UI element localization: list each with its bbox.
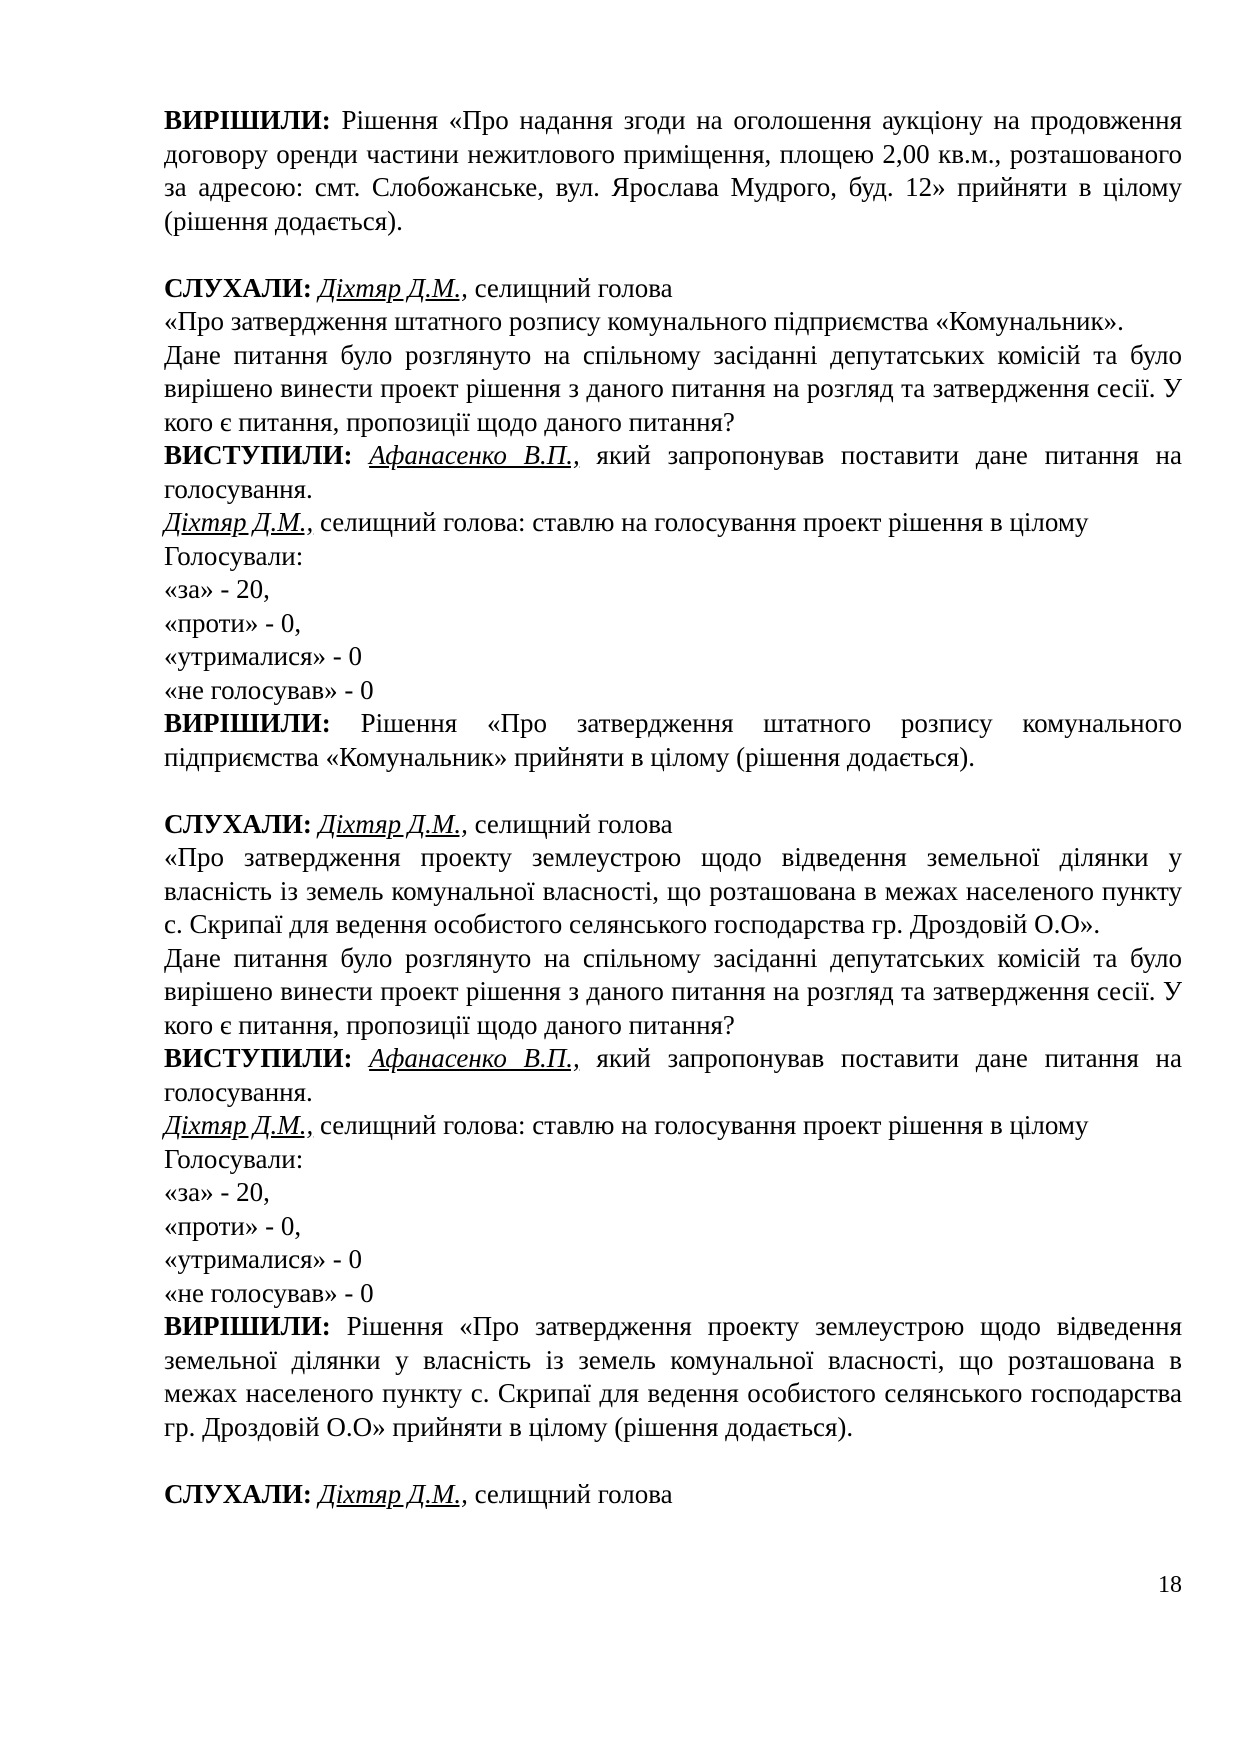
vote-proty: «проти» - 0,: [164, 1210, 302, 1241]
paragraph-gap: [164, 1444, 1182, 1478]
speaker-name-dikhtiar: Діхтяр Д.М.,: [318, 808, 468, 839]
afanasenko-proposal: який запропонував поставити дане питання на голосування.: [164, 440, 1182, 504]
vote-ne-golosuvav: «не голосував» - 0: [164, 674, 374, 705]
item-3-topic: «Про затвердження проекту землеустрою щодо відведення земельної ділянки у власність із земель комунальної власності, що розташована в межах населеного пункту с. Скрипаї для ведення особистого селянського господарства гр. Дроздовій О.О».: [164, 842, 1182, 939]
vystupyly-label: ВИСТУПИЛИ:: [164, 440, 353, 470]
speaker-name-afanasenko: Афанасенко В.П.,: [369, 1043, 580, 1073]
speaker-role: селищний голова: [474, 1478, 673, 1509]
item-2-decision-text: Рішення «Про затвердження штатного розпису комунального підприємства «Комунальник» прийняти в цілому (рішення додається).: [164, 708, 1183, 772]
item-3-sluhaly: [164, 808, 1182, 842]
item-2-decision: [164, 707, 1182, 774]
item-3-chair-vote: [164, 1109, 1182, 1143]
item-3-decision: [164, 1310, 1182, 1444]
speaker-name-dikhtiar: Діхтяр Д.М.,: [318, 272, 468, 303]
chair-vote-text: селищний голова: ставлю на голосування проект рішення в цілому: [319, 507, 1089, 537]
item-2-sluhaly: [164, 272, 1182, 306]
speaker-name-dikhtiar: Діхтяр Д.М.,: [164, 507, 314, 537]
decision-1-paragraph: [164, 104, 1182, 238]
item-2-topic: «Про затвердження штатного розпису комунального підприємства «Комунальник».: [164, 306, 1124, 336]
paragraph-gap: [164, 774, 1182, 808]
vote-proty: «проти» - 0,: [164, 607, 302, 638]
page-number: 18: [1158, 1572, 1182, 1598]
item-2-vystupyly: [164, 439, 1182, 506]
golosuvaly-label: Голосували:: [164, 540, 304, 571]
vote-utrymalysia: «утрималися» - 0: [164, 1244, 363, 1274]
afanasenko-proposal: який запропонував поставити дане питання на голосування.: [164, 1043, 1182, 1107]
speaker-name-dikhtiar: Діхтяр Д.М.,: [318, 1478, 468, 1509]
sluhaly-label: СЛУХАЛИ:: [164, 1478, 312, 1509]
item-3-vystupyly: [164, 1042, 1182, 1109]
item-3-decision-text: Рішення «Про затвердження проекту землеустрою щодо відведення земельної ділянки у власність із земель комунальної власності, що розташована в межах населеного пункту с. Скрипаї для ведення особистого селянського господарства гр. Дроздовій О.О» прийняти в цілому (рішення додається).: [164, 1311, 1183, 1442]
item-2-chair-vote: [164, 506, 1182, 540]
speaker-name-afanasenko: Афанасенко В.П.,: [369, 440, 580, 470]
speaker-role: селищний голова: [474, 272, 673, 303]
paragraph-gap: [164, 238, 1182, 272]
sluhaly-label: СЛУХАЛИ:: [164, 808, 312, 839]
vote-utrymalysia: «утрималися» - 0: [164, 641, 363, 671]
item-2-discussion: Дане питання було розглянуто на спільному засіданні депутатських комісій та було вирішено винести проект рішення з даного питання на розгляд та затвердження сесії. У кого є питання, пропозиції щодо даного питання?: [164, 339, 1182, 437]
speaker-name-dikhtiar: Діхтяр Д.М.,: [164, 1110, 314, 1140]
decision-1-text: Рішення «Про надання згоди на оголошення аукціону на продовження договору оренди частини нежитлового приміщення, площею 2,00 кв.м., розташованого за адресою: смт. Слобожанське, вул. Ярослава Мудрого, буд. 12» прийняти в цілому (рішення додається).: [164, 105, 1183, 236]
vyrishyly-label: ВИРІШИЛИ:: [164, 1311, 331, 1341]
chair-vote-text: селищний голова: ставлю на голосування проект рішення в цілому: [319, 1110, 1089, 1140]
page-content: [164, 104, 1182, 1511]
vote-za: «за» - 20,: [164, 1177, 270, 1207]
vote-ne-golosuvav: «не голосував» - 0: [164, 1277, 374, 1308]
vyrishyly-label: ВИРІШИЛИ:: [164, 105, 331, 135]
speaker-role: селищний голова: [474, 808, 673, 839]
vyrishyly-label: ВИРІШИЛИ:: [164, 708, 331, 738]
golosuvaly-label: Голосували:: [164, 1143, 304, 1174]
item-4-sluhaly: [164, 1478, 1182, 1512]
vystupyly-label: ВИСТУПИЛИ:: [164, 1043, 353, 1073]
item-3-discussion: Дане питання було розглянуто на спільному засіданні депутатських комісій та було вирішено винести проект рішення з даного питання на розгляд та затвердження сесії. У кого є питання, пропозиції щодо даного питання?: [164, 942, 1182, 1040]
sluhaly-label: СЛУХАЛИ:: [164, 272, 312, 303]
vote-za: «за» - 20,: [164, 574, 270, 604]
